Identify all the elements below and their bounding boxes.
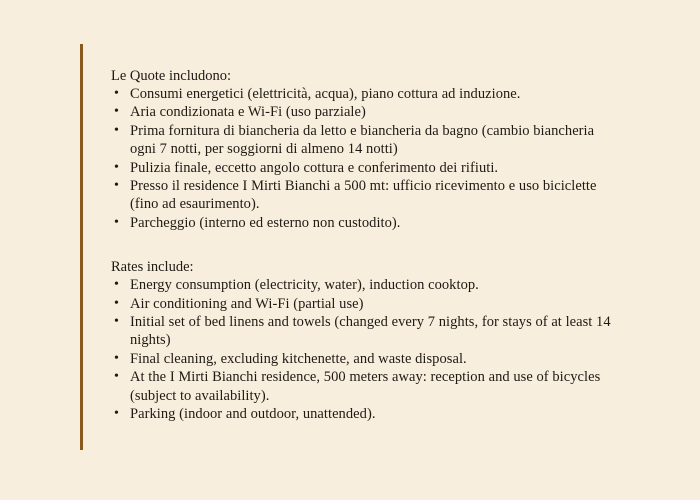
list-item: • Energy consumption (electricity, water), induction cooktop. — [111, 276, 611, 294]
list-item: • Presso il residence I Mirti Bianchi a 500 mt: ufficio ricevimento e uso biciclette (fino ad esaurimento). — [111, 177, 611, 214]
list-item: • Final cleaning, excluding kitchenette, and waste disposal. — [111, 350, 611, 368]
section-english — [111, 258, 611, 423]
list-item: • Aria condizionata e Wi-Fi (uso parziale) — [111, 103, 611, 121]
section-title-italian: Le Quote includono: — [111, 68, 232, 84]
section-italian — [111, 67, 611, 232]
list-item: • Parking (indoor and outdoor, unattended). — [111, 405, 611, 423]
list-item: • Initial set of bed linens and towels (changed every 7 nights, for stays of at least 14 nights) — [111, 313, 611, 350]
english-list — [111, 276, 611, 423]
list-item: • At the I Mirti Bianchi residence, 500 meters away: reception and use of bicycles (subject to availability). — [111, 368, 611, 405]
list-item: • Parcheggio (interno ed esterno non custodito). — [111, 214, 611, 232]
list-item: • Consumi energetici (elettricità, acqua), piano cottura ad induzione. — [111, 85, 611, 103]
italian-list — [111, 85, 611, 232]
section-title-english: Rates include: — [111, 259, 194, 276]
list-item: • Air conditioning and Wi-Fi (partial use) — [111, 295, 611, 313]
content-block — [111, 64, 611, 424]
list-item: • Pulizia finale, eccetto angolo cottura e conferimento dei rifiuti. — [111, 159, 611, 177]
list-item: • Prima fornitura di biancheria da letto e biancheria da bagno (cambio biancheria ogni 7 notti, per soggiorni di almeno 14 notti) — [111, 122, 611, 159]
accent-bar — [80, 44, 83, 450]
